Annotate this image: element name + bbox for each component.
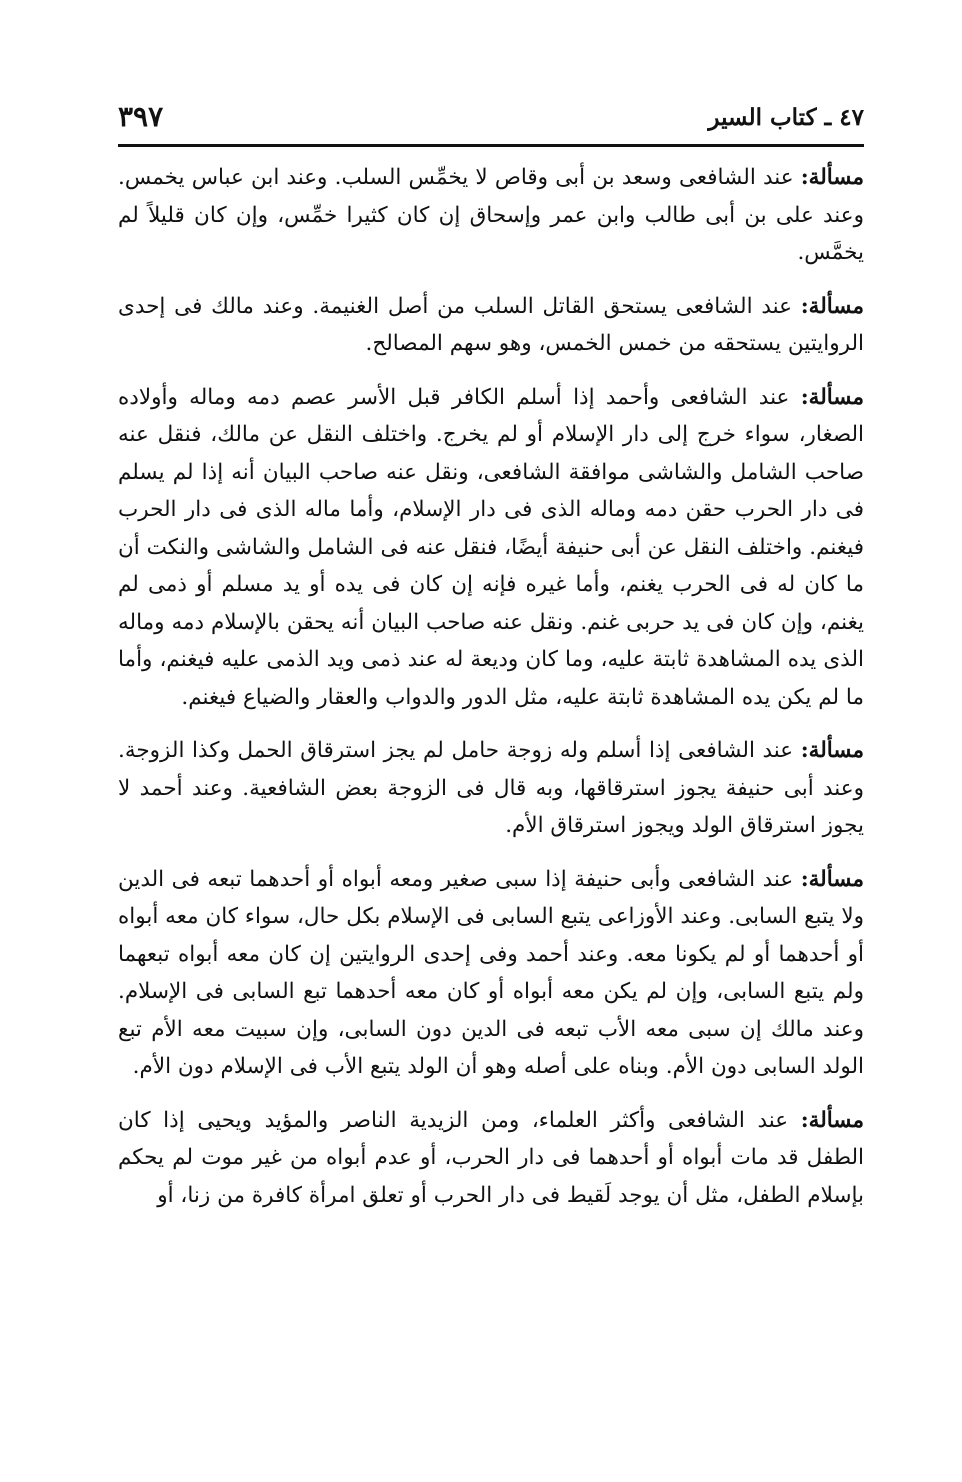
paragraph bbox=[118, 861, 864, 1086]
paragraph-text: عند الشافعى وأبى حنيفة إذا سبى صغير ومعه أبواه أو أحدهما تبعه فى الدين ولا يتبع السابى. وعند الأوزاعى يتبع السابى فى الإسلام بكل حال، سواء كان معه أبواه أو أحدهما أو لم يكونا معه. وعند أحمد وفى إحدى الروايتين إن كان معه أبواه تبعهما ولم يتبع السابى، وإن لم يكن معه أبواه أو كان معه أحدهما تبع السابى فى الإسلام. وعند مالك إن سبى معه الأب تبعه فى الدين دون السابى، وإن سبيت معه الأم تبع الولد السابى دون الأم. وبناه على أصله وهو أن الولد يتبع الأب فى الإسلام دون الأم. bbox=[118, 866, 864, 1079]
page-number: ٣٩٧ bbox=[118, 100, 164, 133]
paragraph bbox=[118, 732, 864, 845]
paragraph-text: عند الشافعى وسعد بن أبى وقاص لا يخمِّس السلب. وعند ابن عباس يخمس. وعند على بن أبى طالب وابن عمر وإسحاق إن كان كثيرا خمِّس، وإن كان قليلاً لم يخمَّس. bbox=[118, 165, 864, 265]
page bbox=[118, 100, 864, 1230]
issue-term: مسألة: bbox=[800, 293, 864, 319]
issue-term: مسألة: bbox=[800, 866, 864, 892]
chapter-title: ٤٧ ـ كتاب السير bbox=[708, 104, 864, 131]
issue-term: مسألة: bbox=[800, 165, 864, 190]
running-header bbox=[118, 100, 864, 147]
paragraph-text: عند الشافعى يستحق القاتل السلب من أصل الغنيمة. وعند مالك فى إحدى الروايتين يستحقه من خمس الخمس، وهو سهم المصالح. bbox=[118, 293, 864, 356]
paragraph-text: عند الشافعى وأحمد إذا أسلم الكافر قبل الأسر عصم دمه وماله وأولاده الصغار، سواء خرج إلى دار الإسلام أو لم يخرج. واختلف النقل عن مالك، فنقل عنه صاحب الشامل والشاشى موافقة الشافعى، ونقل عنه صاحب البيان أنه إذا لم يسلم فى دار الحرب حقن دمه وماله الذى فى دار الإسلام، وأما ماله الذى فى دار الحرب فيغنم. واختلف النقل عن أبى حنيفة أيضًا، فنقل عنه فى الشامل والشاشى والنكت أن ما كان له فى الحرب يغنم، وأما غيره فإنه إن كان فى يده أو يد مسلم أو ذمى لم يغنم، وإن كان فى يد حربى غنم. ونقل عنه صاحب البيان أنه يحقن بالإسلام دمه وماله الذى يده المشاهدة ثابتة عليه، وما كان وديعة له عند ذمى ويد الذمى عليه فيغنم، وأما ما لم يكن يده المشاهدة ثابتة عليه، مثل الدور والدواب والعقار والضياع فيغنم. bbox=[118, 384, 864, 710]
paragraph-text: عند الشافعى إذا أسلم وله زوجة حامل لم يجز استرقاق الحمل وكذا الزوجة. وعند أبى حنيفة يجوز استرقاقها، وبه قال فى الزوجة بعض الشافعية. وعند أحمد لا يجوز استرقاق الولد ويجوز استرقاق الأم. bbox=[118, 738, 864, 838]
issue-term: مسألة: bbox=[800, 738, 864, 763]
issue-term: مسألة: bbox=[800, 1107, 864, 1133]
page-body bbox=[118, 159, 864, 1214]
paragraph bbox=[118, 379, 864, 717]
issue-term: مسألة: bbox=[800, 384, 864, 410]
paragraph bbox=[118, 288, 864, 363]
paragraph bbox=[118, 1102, 864, 1215]
paragraph-text: عند الشافعى وأكثر العلماء، ومن الزيدية الناصر والمؤيد ويحيى إذا كان الطفل قد مات أبواه أو أحدهما فى دار الحرب، أو عدم أبواه من غير موت لم يحكم بإسلام الطفل، مثل أن يوجد لَقيط فى دار الحرب أو تعلق امرأة كافرة من زنا، أو bbox=[118, 1107, 864, 1208]
paragraph bbox=[118, 159, 864, 272]
